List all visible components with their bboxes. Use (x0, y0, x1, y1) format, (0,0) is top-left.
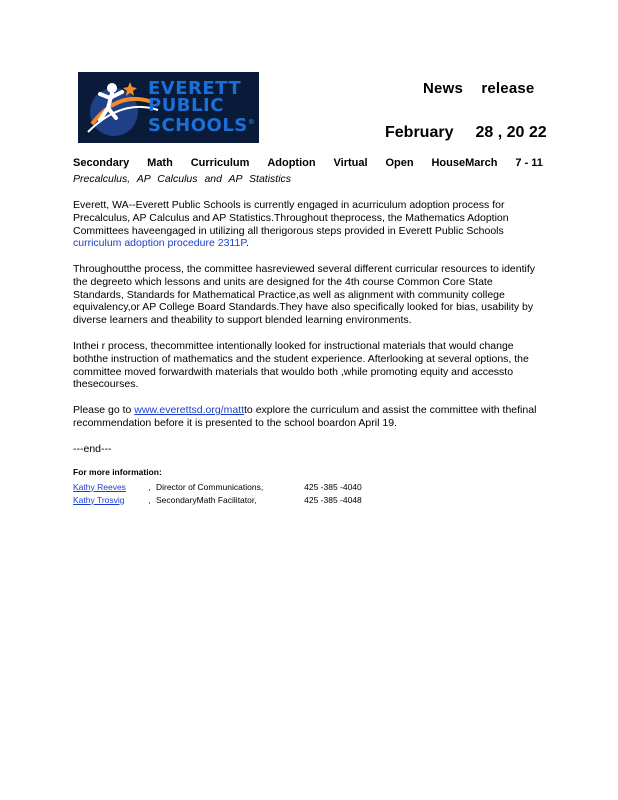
contact-row (73, 493, 393, 506)
headline (73, 157, 543, 169)
logo-line-3-text: SCHOOLS (148, 115, 248, 136)
release-date (385, 124, 547, 142)
date-month: February (385, 124, 454, 141)
contact-phone: 425 -385 -4040 (304, 481, 362, 492)
logo-line-2: PUBLIC (148, 95, 224, 116)
news-release-label: News release (423, 80, 535, 97)
contact-phone: 425 -385 -4048 (304, 494, 362, 505)
contact-name-link[interactable]: Kathy Reeves (73, 481, 126, 492)
end-marker: ---end--- (73, 443, 112, 455)
contact-name-link[interactable]: Kathy Trosvig (73, 494, 125, 505)
registered-mark: ® (247, 118, 256, 126)
headline-word: Open (385, 157, 414, 169)
procedure-link[interactable]: curriculum adoption procedure 2311P (73, 237, 246, 250)
curriculum-website-link[interactable]: www.everettsd.org/matt (134, 404, 245, 416)
paragraph-intro-end: . (245, 237, 249, 250)
headline-word: Virtual (333, 157, 368, 169)
logo-line-1: EVERETT (148, 78, 242, 99)
district-logo (78, 72, 259, 143)
contact-role: SecondaryMath Facilitator, (155, 494, 257, 505)
date-day: 28 , 20 22 (475, 124, 547, 141)
paragraph-intro-text: Everett, WA--Everett Public Schools is currently engaged in acurriculum adoption process for Precalculus, AP Calculus and AP Statistics.Throughout theprocess, the Mathematics Adoption Committees haveengaged in utilizing all therigorous steps provided in Everett Public Schools (73, 199, 509, 237)
contact-separator: , (148, 494, 151, 505)
headline-word: Curriculum (190, 157, 250, 169)
headline-word: Adoption (267, 157, 316, 169)
cta-text-start: Please go to (73, 404, 135, 416)
contact-row (73, 480, 393, 493)
logo-line-3 (148, 114, 255, 134)
paragraph-intro (73, 199, 545, 250)
headline-word: HouseMarch (431, 157, 498, 169)
contact-title: For more information: (73, 467, 162, 477)
contact-role: Director of Communications, (155, 481, 264, 492)
paragraph-process: Throughoutthe process, the committee hasreviewed several different curricular resources to identify the degreeto which lessons and units are designed for the 4th course Common Core State Standards, Standards for Mathematical Practice,as well as alignment with community college equivalency,or AP College Board Standards.They have also specifically looked for bias, usability by diverse learners and theability to support blended learning environments. (73, 263, 536, 327)
headline-word: 7 - 11 (515, 157, 543, 169)
cta-text-rest: to explore the curriculum and assist the committee with thefinal recommendation before it is presented to the school boardon April 19. (73, 404, 537, 429)
subheadline: Precalculus, AP Calculus and AP Statistics (73, 173, 292, 185)
logo-wordmark (148, 80, 255, 134)
contact-block (73, 467, 393, 506)
headline-word: Secondary (73, 157, 130, 169)
headline-word: Math (147, 157, 173, 169)
paragraph-materials: Inthei r process, thecommittee intentionally looked for instructional materials that would change boththe instruction of mathematics and the student experience. Afterlooking at several options, the committee moved forwardwith materials that wouldo both ,while promoting equity and accessto thesecourses. (73, 340, 529, 391)
paragraph-call-to-action (73, 404, 545, 430)
contact-separator: , (148, 481, 151, 492)
